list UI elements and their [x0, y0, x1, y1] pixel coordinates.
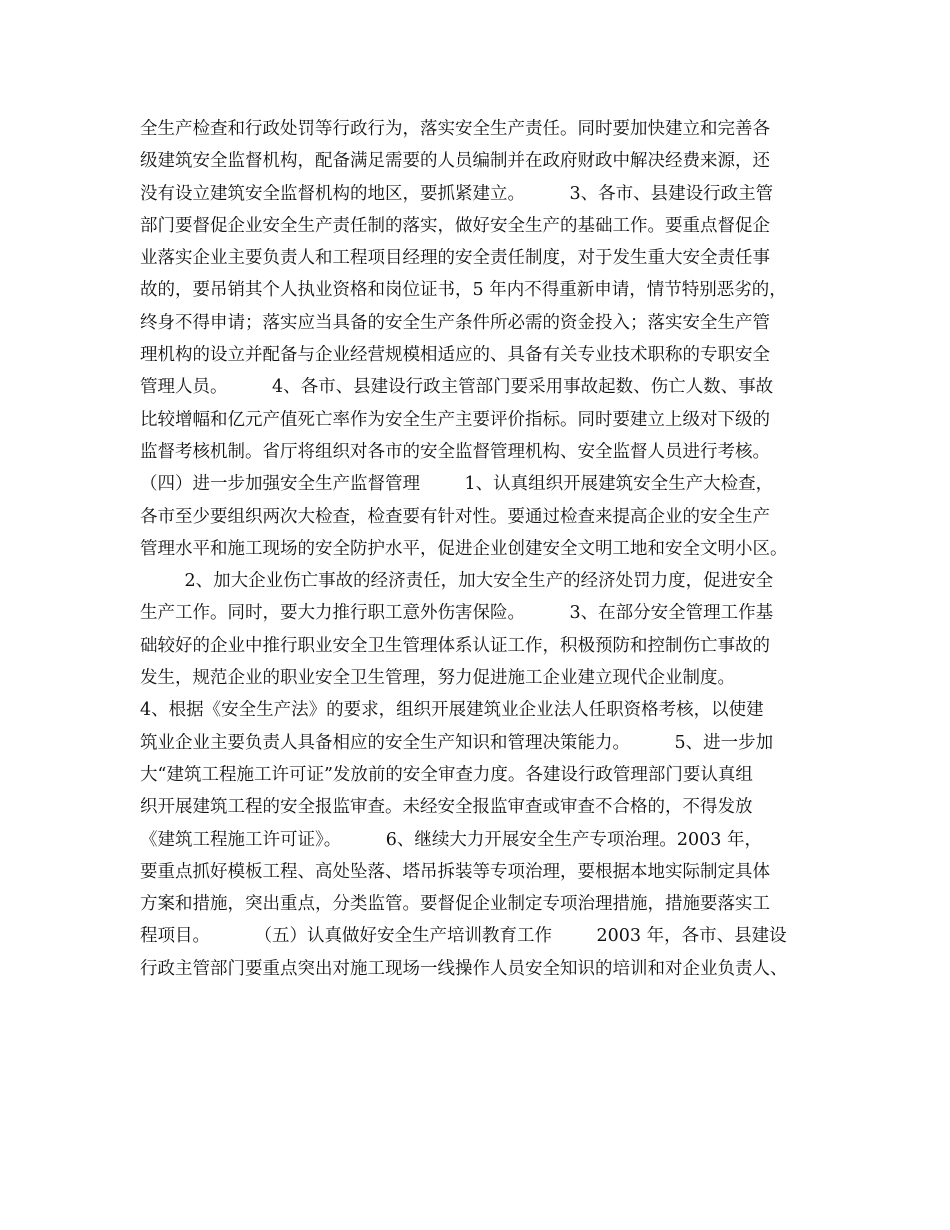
text-line: 础较好的企业中推行职业安全卫生管理体系认证工作，积极预防和控制伤亡事故的 [140, 635, 770, 656]
text-line: 各市至少要组织两次大检查，检查要有针对性。要通过检查来提高企业的安全生产 [140, 506, 770, 527]
text-line: 比较增幅和亿元产值死亡率作为安全生产主要评价指标。同时要建立上级对下级的 [140, 409, 770, 430]
text-line: 《建筑工程施工许可证》。 6、继续大力开展安全生产专项治理。2003 年， [140, 829, 762, 850]
text-line: 发生，规范企业的职业安全卫生管理，努力促进施工企业建立现代企业制度。 [140, 668, 735, 689]
text-line: 方案和措施，突出重点，分类监管。要督促企业制定专项治理措施，措施要落实工 [140, 894, 770, 915]
body-text [140, 113, 830, 985]
text-line: 行政主管部门要重点突出对施工现场一线操作人员安全知识的培训和对企业负责人、 [140, 958, 788, 979]
text-line: 大“建筑工程施工许可证”发放前的安全审查力度。各建设行政管理部门要认真组 [140, 764, 753, 785]
text-line: 理机构的设立并配备与企业经营规模相适应的、具备有关专业技术职称的专职安全 [140, 345, 770, 366]
text-line: 故的，要吊销其个人执业资格和岗位证书，5 年内不得重新申请，情节特别恶劣的， [140, 280, 787, 301]
text-line: 管理人员。 4、各市、县建设行政主管部门要采用事故起数、伤亡人数、事故 [140, 377, 774, 398]
text-line: 部门要督促企业安全生产责任制的落实，做好安全生产的基础工作。要重点督促企 [140, 215, 770, 236]
text-line: 全生产检查和行政处罚等行政行为，落实安全生产责任。同时要加快建立和完善各 [140, 119, 770, 139]
text-line: 生产工作。同时，要大力推行职工意外伤害保险。 3、在部分安全管理工作基 [140, 603, 774, 624]
text-line: 级建筑安全监督机构，配备满足需要的人员编制并在政府财政中解决经费来源，还 [140, 151, 770, 172]
text-line: 2、加大企业伤亡事故的经济责任，加大安全生产的经济处罚力度，促进安全 [140, 571, 774, 592]
text-line: 4、根据《安全生产法》的要求，组织开展建筑业企业法人任职资格考核，以使建 [140, 700, 764, 721]
text-line: 监督考核机制。省厅将组织对各市的安全监督管理机构、安全监督人员进行考核。 [140, 441, 770, 462]
text-line: 要重点抓好模板工程、高处坠落、塔吊拆装等专项治理，要根据本地实际制定具体 [140, 861, 770, 882]
text-line: 管理水平和施工现场的安全防护水平，促进企业创建安全文明工地和安全文明小区。 [140, 538, 788, 559]
text-line: 终身不得申请；落实应当具备的安全生产条件所必需的资金投入；落实安全生产管 [140, 312, 770, 333]
text-line: 程项目。 （五）认真做好安全生产培训教育工作 2003 年，各市、县建设 [140, 926, 787, 947]
text-line: 织开展建筑工程的安全报监审查。未经安全报监审查或审查不合格的，不得发放 [140, 797, 753, 818]
text-line: 筑业企业主要负责人具备相应的安全生产知识和管理决策能力。 5、进一步加 [140, 732, 774, 753]
text-line: 没有设立建筑安全监督机构的地区，要抓紧建立。 3、各市、县建设行政主管 [140, 183, 774, 204]
text-line: 业落实企业主要负责人和工程项目经理的安全责任制度，对于发生重大安全责任事 [140, 248, 770, 269]
text-line: （四）进一步加强安全生产监督管理 1、认真组织开展建筑安全生产大检查， [140, 474, 774, 495]
